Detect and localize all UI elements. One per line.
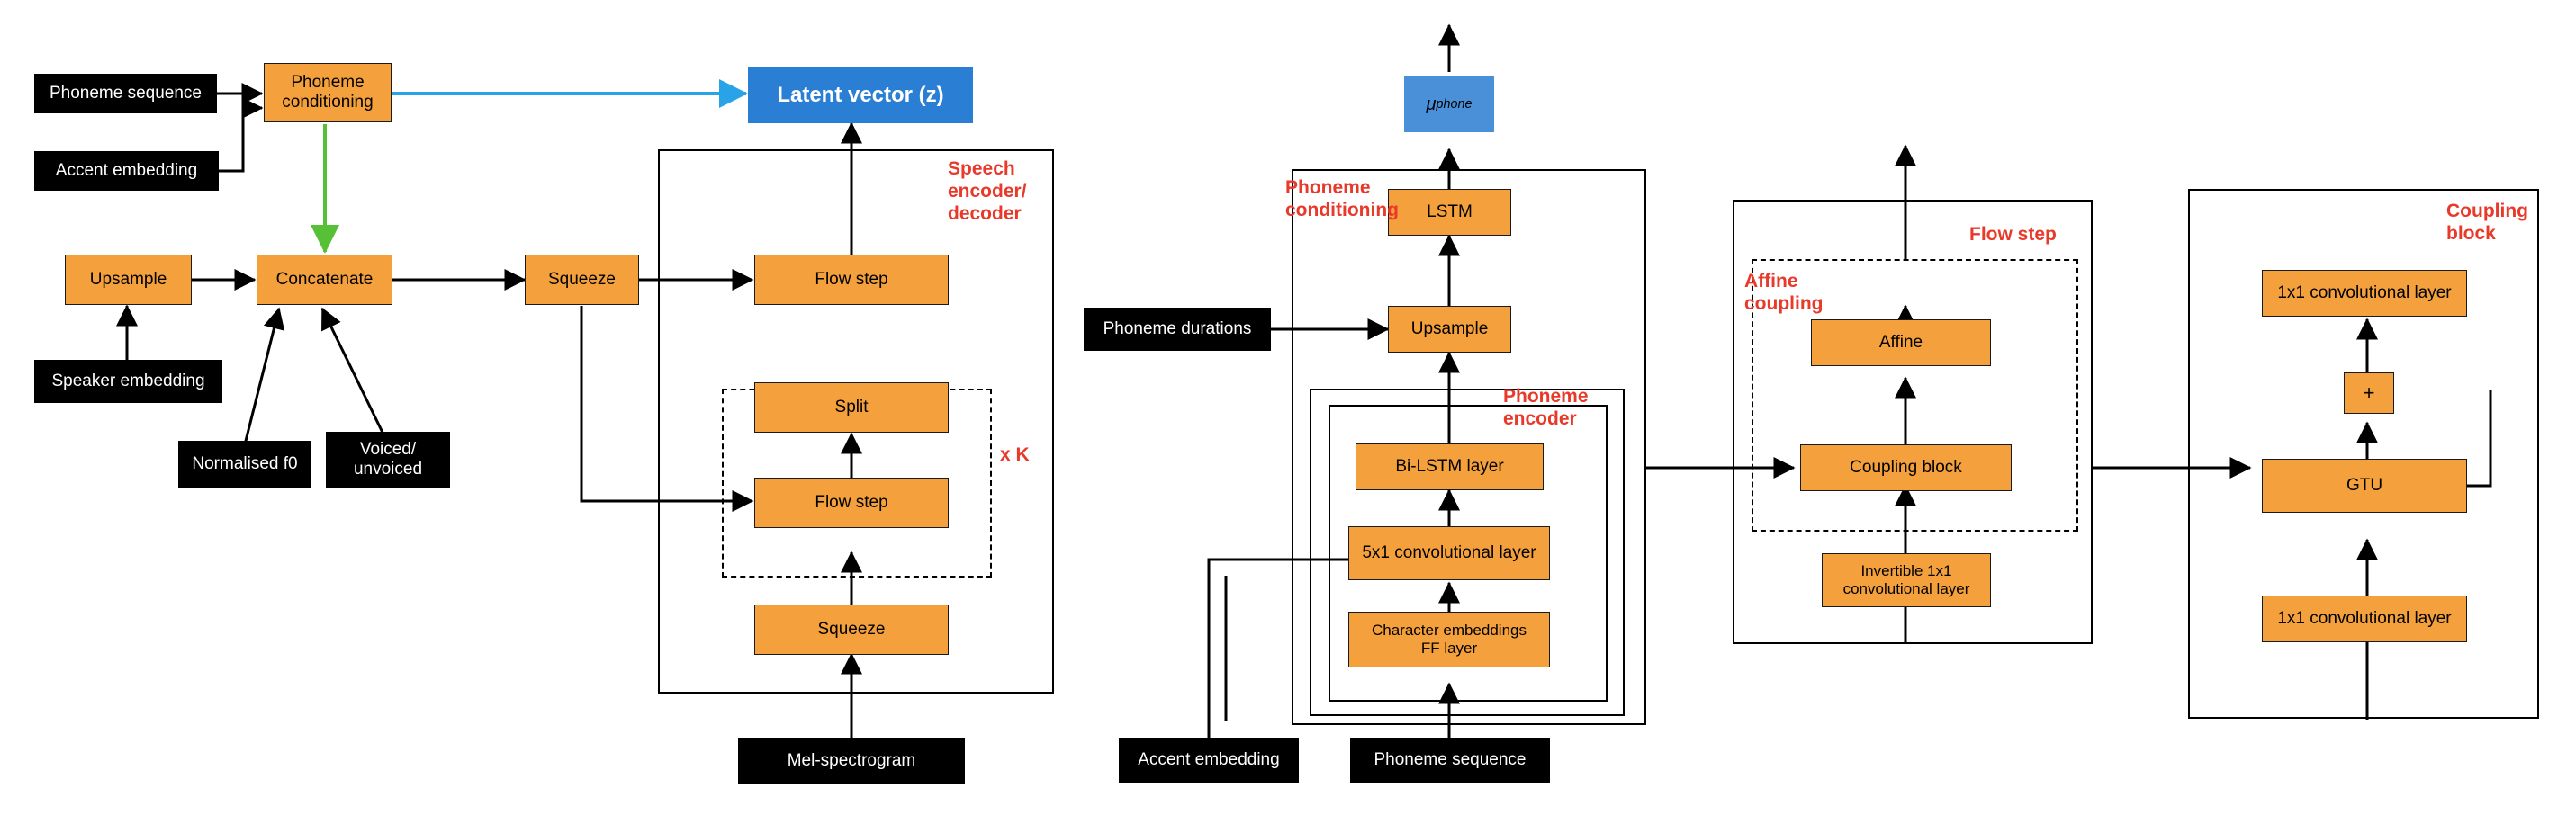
- char-embeddings-line2: FF layer: [1420, 640, 1478, 657]
- label-coupling-line2: block: [2446, 223, 2496, 245]
- node-invertible-1x1-conv: [1822, 553, 1991, 607]
- node-flow-step-top: Flow step: [754, 255, 949, 305]
- label-speech-line2: encoder/: [948, 181, 1027, 202]
- label-speech-line1: Speech: [948, 158, 1015, 179]
- label-affine-line2: coupling: [1744, 293, 1824, 315]
- phoneme-conditioning-line1: Phoneme: [291, 73, 365, 93]
- node-phoneme-durations: Phoneme durations: [1084, 308, 1271, 351]
- node-affine: Affine: [1811, 319, 1991, 366]
- node-conv-1x1-top: 1x1 convolutional layer: [2262, 270, 2467, 317]
- label-coupling-line1: Coupling: [2446, 201, 2528, 221]
- node-split: Split: [754, 382, 949, 433]
- node-gtu: GTU: [2262, 459, 2467, 513]
- node-accent-embedding-left: Accent embedding: [34, 151, 219, 191]
- node-phoneme-conditioning-box: [264, 63, 392, 122]
- node-flow-step-inner: Flow step: [754, 478, 949, 528]
- node-normalised-f0: Normalised f0: [178, 441, 311, 488]
- phoneme-conditioning-line2: conditioning: [282, 93, 374, 112]
- label-x-k: x K: [1000, 444, 1030, 465]
- label-phoneme-enc-line1: Phoneme: [1503, 386, 1589, 407]
- node-upsample-left: Upsample: [65, 255, 192, 305]
- node-phoneme-sequence-mid: Phoneme sequence: [1350, 738, 1550, 783]
- node-phoneme-sequence-left: Phoneme sequence: [34, 74, 217, 113]
- label-phoneme-enc-line2: encoder: [1503, 408, 1577, 430]
- node-conv-5x1: 5x1 convolutional layer: [1348, 526, 1550, 580]
- voiced-unvoiced-line2: unvoiced: [353, 460, 423, 479]
- label-coupling-block: [2446, 200, 2576, 245]
- node-upsample-mid: Upsample: [1388, 306, 1511, 353]
- node-conv-1x1-bottom: 1x1 convolutional layer: [2262, 596, 2467, 642]
- label-phoneme-encoder: [1503, 385, 1638, 430]
- label-affine-line1: Affine: [1744, 271, 1798, 291]
- invertible-conv-line2: convolutional layer: [1842, 580, 1970, 597]
- node-plus: +: [2344, 372, 2394, 414]
- node-accent-embedding-mid: Accent embedding: [1119, 738, 1299, 783]
- node-coupling-block: Coupling block: [1800, 444, 2012, 491]
- invertible-conv-line1: Invertible 1x1: [1860, 562, 1952, 580]
- label-phoneme-cond-line1: Phoneme: [1285, 177, 1371, 198]
- label-phoneme-conditioning: [1285, 176, 1438, 221]
- node-latent-vector: Latent vector (z): [748, 67, 973, 123]
- char-embeddings-line1: Character embeddings: [1372, 622, 1527, 640]
- node-character-embeddings-ff: [1348, 612, 1550, 667]
- label-phoneme-cond-line2: conditioning: [1285, 200, 1399, 221]
- mu-phone-symbol: μ: [1426, 94, 1437, 114]
- node-concatenate: Concatenate: [257, 255, 392, 305]
- node-squeeze-top: Squeeze: [525, 255, 639, 305]
- label-speech-encoder-decoder: [948, 157, 1074, 226]
- node-voiced-unvoiced: [326, 432, 450, 488]
- node-mel-spectrogram: Mel-spectrogram: [738, 738, 965, 784]
- node-squeeze-bottom: Squeeze: [754, 605, 949, 655]
- node-mu-phone: [1404, 76, 1494, 132]
- label-affine-coupling: [1744, 270, 1879, 315]
- label-speech-line3: decoder: [948, 203, 1022, 225]
- node-lstm: LSTM: [1388, 189, 1511, 236]
- node-speaker-embedding: Speaker embedding: [34, 360, 222, 403]
- voiced-unvoiced-line1: Voiced/: [359, 440, 417, 460]
- label-flow-step: Flow step: [1969, 224, 2057, 245]
- node-bi-lstm-layer: Bi-LSTM layer: [1356, 443, 1544, 490]
- mu-phone-subscript: phone: [1436, 96, 1473, 112]
